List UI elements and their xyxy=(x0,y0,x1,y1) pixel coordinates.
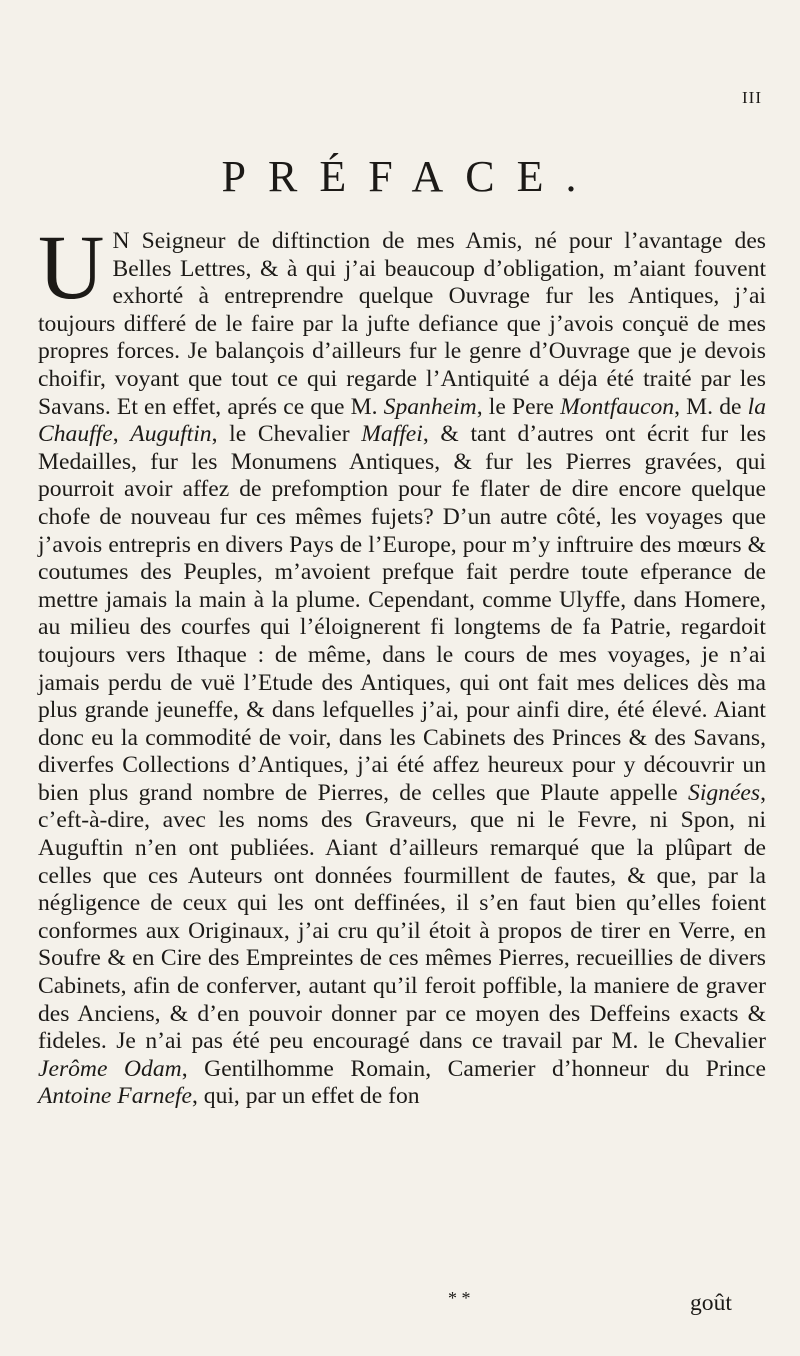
text-run: , le Pere xyxy=(476,393,561,420)
signature-mark: * * xyxy=(448,1288,471,1308)
page-number: III xyxy=(742,88,762,107)
author-name: la Chauffe xyxy=(38,393,767,448)
text-run: , M. de xyxy=(674,393,748,420)
person-name: Antoine Farnefe xyxy=(38,1083,192,1110)
person-name: Jerôme Odam xyxy=(38,1055,182,1082)
text-run: , qui, par un effet de fon xyxy=(191,1083,420,1110)
author-name: Montfaucon xyxy=(560,393,675,420)
emphasized-term: Signées xyxy=(688,779,761,806)
text-run: N Seigneur de diftinction de mes Amis, né pour l’avantage des Belles Lettres, & à qui j’ai beaucoup d’obligation, m’aiant fouvent exhorté à entreprendre quelque Ouvrage fur les Antiques, j’ai toujours differé de le faire par la jufte defiance que j’avois conçuë de mes propres forces. Je balançois d’ailleurs fur le genre d’Ouvrage que je devois choifir, voyant que tout ce qui regarde l’Antiquité a déja été traité par les Savans. Et en effet, aprés ce que M. xyxy=(38,228,766,420)
text-run: , c’eft-à-dire, avec les noms des Graveurs, que ni le Fevre, ni Spon, ni Auguftin n’en ont publiées. Aiant d’ailleurs remarqué que la plûpart de celles que ces Auteurs ont données fourmillent de fautes, & que, par la négligence de ceux qui les ont deffinées, il s’en faut bien qu’elles foient conformes aux Originaux, j’ai cru qu’il étoit à propos de tirer en Verre, en Soufre & en Cire des Empreintes de ces mêmes Pierres, recueillies de divers Cabinets, afin de conferver, autant qu’il feroit poffible, la maniere de graver des Anciens, & d’en pouvoir donner par ce moyen des Deffeins exacts & fideles. Je n’ai pas été peu encouragé dans ce travail par M. le Chevalier xyxy=(38,779,766,1055)
catchword: goût xyxy=(690,1290,732,1316)
author-name: Maffei xyxy=(361,421,423,448)
preface-text xyxy=(38,216,767,1111)
drop-cap: U xyxy=(38,216,105,318)
author-name: Auguftin xyxy=(130,421,212,448)
author-name: Spanheim xyxy=(383,393,477,420)
text-run: , Gentilhomme Romain, Camerier d’honneur du Prince xyxy=(181,1055,766,1082)
text-run: , & tant d’autres ont écrit fur les Medailles, fur les Monumens Antiques, & fur les Pierres gravées, qui pourroit avoir affez de prefomption pour fe flater de dire encore quelque chofe de nouveau fur ces mêmes fujets? D’un autre côté, les voyages que j’avois entrepris en divers Pays de l’Europe, pour m’y inftruire des mœurs & coutumes des Peuples, m’avoient prefque fait perdre toute efperance de mettre jamais la main à la plume. Cependant, comme Ulyffe, dans Homere, au milieu des courfes qui l’éloignerent fi longtems de fa Patrie, regardoit toujours vers Ithaque : de même, dans le cours de mes voyages, je n’ai jamais perdu de vuë l’Etude des Antiques, qui ont fait mes delices dès ma plus grande jeuneffe, & dans lefquelles j’ai, pour ainfi dire, été élevé. Aiant donc eu la commodité de voir, dans les Cabinets des Princes & des Savans, diverfes Collections d’Antiques, j’ai été affez heureux pour y découvrir un bien plus grand nombre de Pierres, de celles que Plaute appelle xyxy=(38,421,766,806)
text-run: , xyxy=(112,421,131,448)
preface-paragraph xyxy=(38,216,767,1111)
page-title: PRÉFACE. xyxy=(221,152,599,202)
text-run: , le Chevalier xyxy=(211,421,362,448)
